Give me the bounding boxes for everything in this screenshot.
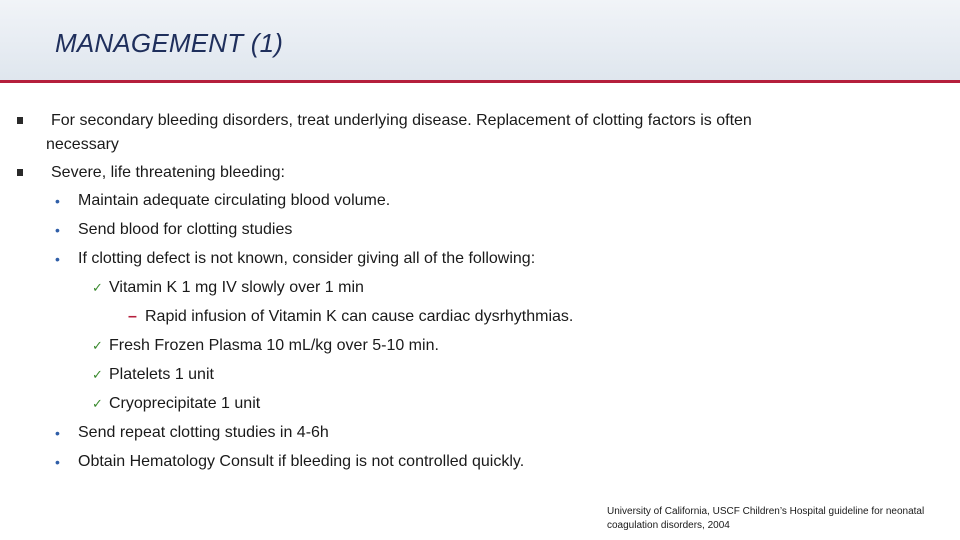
checkmark-bullet-icon: ✓ (92, 396, 103, 411)
square-bullet-icon (17, 169, 23, 176)
sub-bullet-text: Obtain Hematology Consult if bleeding is not controlled quickly. (78, 453, 525, 470)
slide-title: MANAGEMENT (1) (55, 28, 284, 58)
bullet-text: Severe, life threatening bleeding: (51, 164, 285, 181)
sub-bullet-text: Send repeat clotting studies in 4-6h (78, 424, 329, 441)
note-text: Rapid infusion of Vitamin K can cause cardiac dysrhythmias. (145, 308, 574, 325)
header-divider (0, 80, 960, 83)
dot-bullet-icon: • (55, 222, 60, 238)
square-bullet-icon (17, 117, 23, 124)
dot-bullet-icon: • (55, 425, 60, 441)
sub-bullet-text: Send blood for clotting studies (78, 221, 293, 238)
item-text: Platelets 1 unit (109, 366, 214, 383)
citation-footnote: University of California, USCF Children’s Hospital guideline for neonatal coagulation disorders, 2004 (607, 506, 925, 531)
bullet-text: necessary (46, 136, 119, 153)
checkmark-bullet-icon: ✓ (92, 280, 103, 295)
sub-bullet-text: Maintain adequate circulating blood volume. (78, 192, 391, 209)
item-text: Vitamin K 1 mg IV slowly over 1 min (109, 279, 364, 296)
sub-bullet-text: If clotting defect is not known, consider giving all of the following: (78, 250, 536, 267)
item-text: Fresh Frozen Plasma 10 mL/kg over 5-10 min. (109, 337, 439, 354)
bullet-text: For secondary bleeding disorders, treat underlying disease. Replacement of clotting factors is often (51, 112, 752, 129)
item-text: Cryoprecipitate 1 unit (109, 395, 261, 412)
dash-bullet-icon: – (128, 308, 137, 325)
dot-bullet-icon: • (55, 193, 60, 209)
checkmark-bullet-icon: ✓ (92, 338, 103, 353)
dot-bullet-icon: • (55, 454, 60, 470)
slide-header (0, 0, 960, 80)
dot-bullet-icon: • (55, 251, 60, 267)
checkmark-bullet-icon: ✓ (92, 367, 103, 382)
